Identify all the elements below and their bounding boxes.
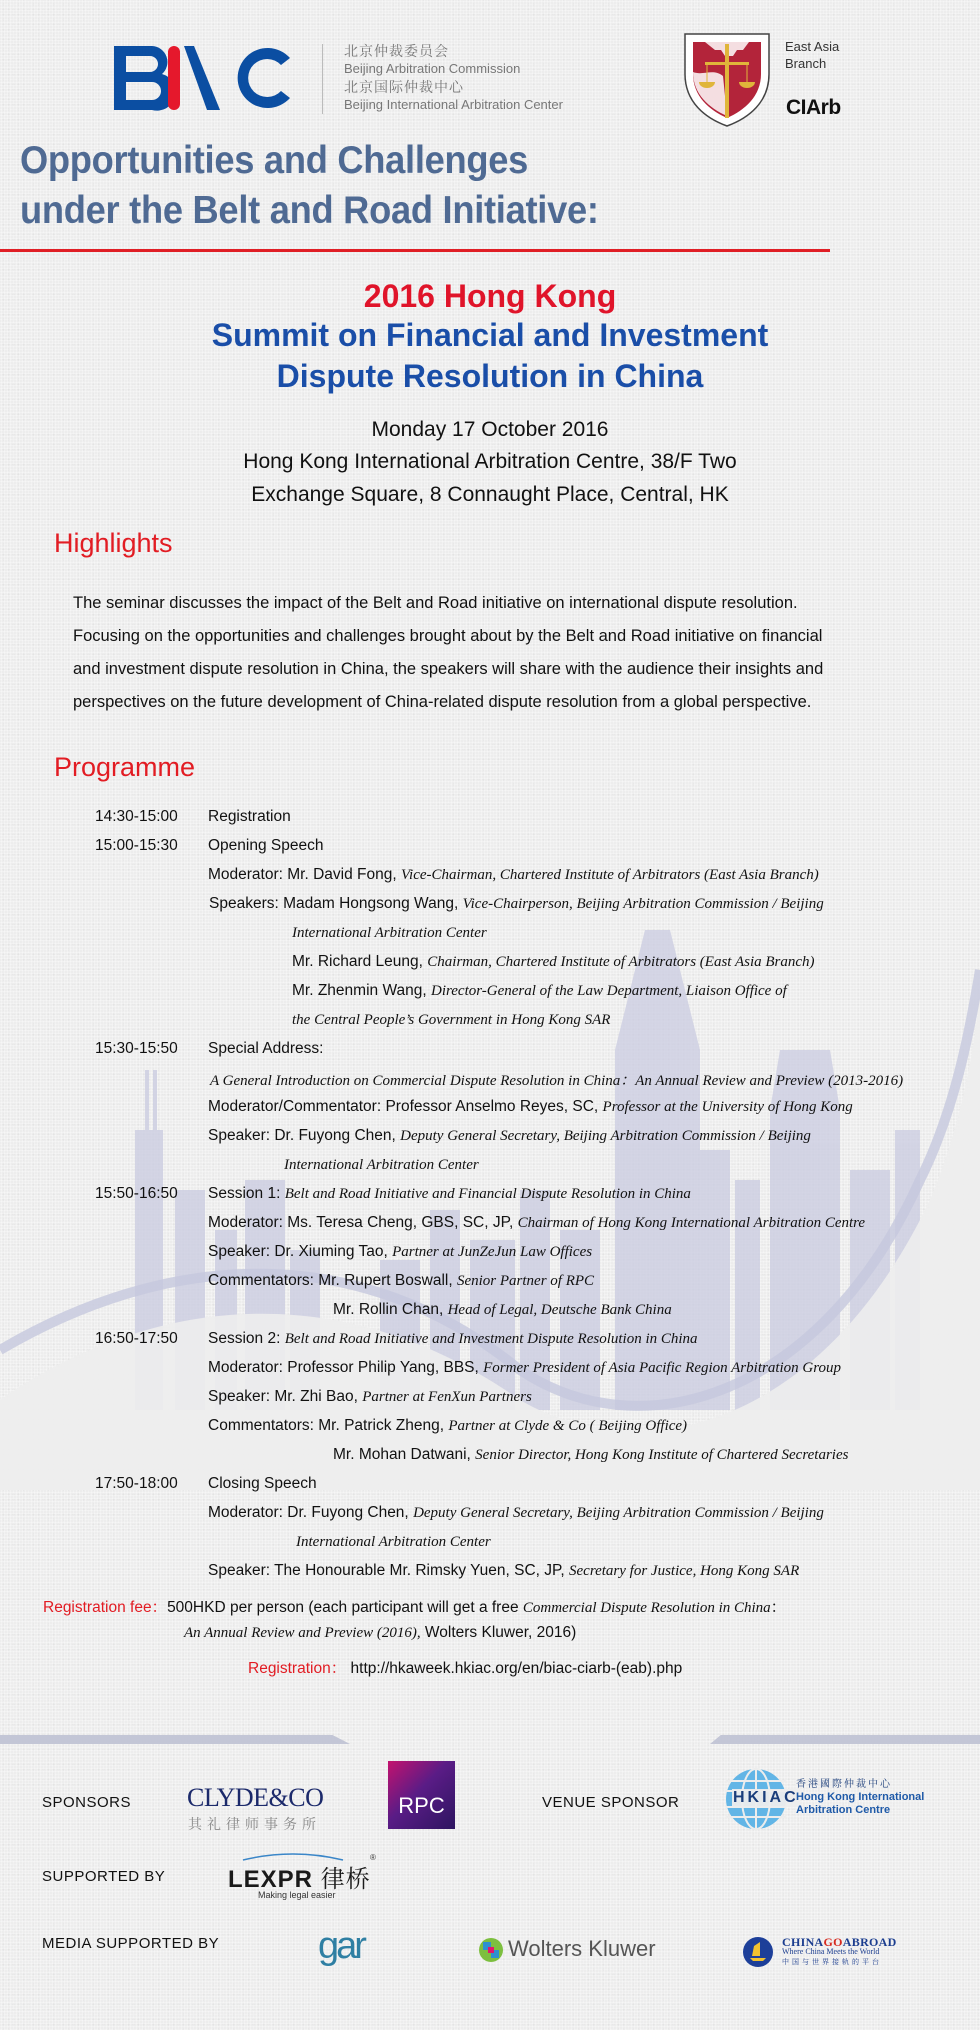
participant-name: Moderator: Mr. David Fong, (208, 866, 397, 883)
session-title: Closing Speech (208, 1475, 317, 1492)
participant-name: Mr. Richard Leung, (292, 953, 423, 970)
biac-logo (110, 40, 310, 116)
cga-title-b: GO (823, 1935, 843, 1949)
programme-row (208, 1388, 532, 1406)
registration-fee-text: 500HKD per person (each participant will get a free (167, 1599, 523, 1616)
programme-row (208, 1214, 865, 1232)
biac-name-en-1: Beijing Arbitration Commission (344, 61, 521, 76)
address-title: A General Introduction on Commercial Dispute Resolution in China：An Annual Review and Preview (2013-2016) (210, 1073, 904, 1089)
wolters-kluwer-logo: Wolters Kluwer (508, 1936, 656, 1961)
biac-name-cn-2: 北京国际仲裁中心 (344, 79, 464, 95)
participant-role: International Arbitration Center (292, 925, 487, 941)
cga-title-c: ABROAD (842, 1935, 897, 1949)
registration-url-link[interactable]: http://hkaweek.hkiac.org/en/biac-ciarb-(eab).php (350, 1660, 683, 1677)
gar-logo: gar (318, 1925, 364, 1967)
programme-row (292, 953, 815, 971)
participant-role: Former President of Asia Pacific Region Arbitration Group (483, 1360, 842, 1376)
programme-row (208, 1417, 687, 1435)
session-time: 15:50-16:50 (95, 1185, 178, 1202)
registration-link-row (248, 1656, 682, 1678)
participant-role: Director-General of the Law Department, Liaison Office of (430, 983, 787, 999)
session-time: 17:50-18:00 (95, 1475, 178, 1492)
summit-title-year: 2016 Hong Kong (363, 278, 617, 314)
ciarb-branch-line-2: Branch (785, 56, 827, 71)
session-title: Opening Speech (208, 837, 324, 854)
lexpr-logo-text: LEXPR (228, 1866, 314, 1893)
session-time: 14:30-15:00 (95, 808, 178, 825)
supported-by-label: SUPPORTED BY (42, 1868, 166, 1885)
clyde-co-cn-name: 其礼律师事务所 (188, 1818, 321, 1833)
programme-row (208, 1272, 594, 1290)
summit-title-line-2: Summit on Financial and Investment (211, 317, 769, 353)
highlights-line: Focusing on the opportunities and challenges brought about by the Belt and Road initiative on financial (73, 627, 823, 645)
hkiac-name-en-1: Hong Kong International (796, 1791, 925, 1803)
programme-row (296, 1533, 491, 1551)
programme-heading: Programme (54, 752, 196, 782)
registration-fee-label: Registration fee： (43, 1599, 168, 1616)
lexpr-registered-mark: ® (370, 1853, 376, 1862)
registration-label: Registration： (248, 1660, 347, 1677)
hkiac-abbr: HKIAC (733, 1789, 799, 1806)
ciarb-branch-line-1: East Asia (785, 39, 840, 54)
participant-role: International Arbitration Center (296, 1534, 491, 1550)
participant-role: Chairman, Chartered Institute of Arbitrators (East Asia Branch) (427, 954, 815, 970)
participant-name: Mr. Mohan Datwani, (333, 1446, 471, 1463)
programme-row (292, 1011, 610, 1029)
biac-name-en-2: Beijing International Arbitration Center (344, 97, 563, 112)
biac-names (344, 42, 563, 114)
cga-subtitle-cn: 中国与世界接轨的平台 (782, 1958, 882, 1966)
cga-subtitle: Where China Meets the World (782, 1947, 880, 1956)
title-divider (0, 249, 830, 252)
session-topic: Belt and Road Initiative and Investment Dispute Resolution in China (284, 1331, 698, 1347)
highlights-heading: Highlights (54, 528, 173, 558)
china-go-abroad-icon (742, 1936, 774, 1968)
lexpr-tagline: Making legal easier (258, 1890, 336, 1900)
media-supported-label: MEDIA SUPPORTED BY (42, 1935, 220, 1952)
programme-row (210, 1069, 903, 1090)
highlights-line: The seminar discusses the impact of the Belt and Road initiative on international dispute resolution. (73, 594, 798, 612)
highlights-line: and investment dispute resolution in China, the speakers will share with the audience their insights and (73, 660, 824, 678)
china-go-abroad-logo (782, 1937, 897, 1967)
participant-role: Vice-Chairperson, Beijing Arbitration Commission / Beijing (462, 896, 824, 912)
programme-row (292, 982, 787, 1000)
registration-fee-publisher: Wolters Kluwer, 2016) (420, 1624, 577, 1641)
participant-role: Senior Partner of RPC (456, 1273, 595, 1289)
wolters-kluwer-icon (478, 1937, 504, 1963)
participant-name: Speakers: Madam Hongsong Wang, (209, 895, 459, 912)
participant-role: Vice-Chairman, Chartered Institute of Arbitrators (East Asia Branch) (400, 867, 819, 883)
clyde-co-logo: CLYDE&CO (187, 1783, 324, 1812)
participant-name: Moderator: Ms. Teresa Cheng, GBS, SC, JP, (208, 1214, 514, 1231)
lexpr-logo (228, 1859, 371, 1894)
session-title: Session 2: (208, 1330, 281, 1347)
session-topic: Belt and Road Initiative and Financial Dispute Resolution in China (284, 1186, 691, 1202)
programme-row (333, 1301, 672, 1319)
biac-divider (322, 44, 323, 114)
participant-name: Mr. Rollin Chan, (333, 1301, 444, 1318)
venue-sponsor-label: VENUE SPONSOR (542, 1794, 680, 1811)
hkiac-name-en-2: Arbitration Centre (796, 1804, 891, 1816)
participant-name: Moderator/Commentator: Professor Anselmo Reyes, SC, (208, 1098, 599, 1115)
lexpr-logo-cn: 律桥 (320, 1866, 371, 1893)
session-title: Special Address: (208, 1040, 324, 1057)
participant-role: International Arbitration Center (284, 1157, 479, 1173)
participant-name: Speaker: The Honourable Mr. Rimsky Yuen, SC, JP, (208, 1562, 565, 1579)
rpc-logo (388, 1761, 455, 1829)
participant-role: the Central People’s Government in Hong Kong SAR (292, 1012, 611, 1028)
sponsors-label: SPONSORS (42, 1794, 132, 1811)
summit-title-line-3: Dispute Resolution in China (276, 358, 704, 394)
event-venue-line-2: Exchange Square, 8 Connaught Place, Central, HK (251, 483, 729, 506)
sponsor-band-right (710, 1735, 980, 1744)
participant-name: Mr. Zhenmin Wang, (292, 982, 427, 999)
sponsor-band-left (0, 1735, 350, 1744)
participant-name: Speaker: Dr. Fuyong Chen, (208, 1127, 396, 1144)
participant-name: Commentators: Mr. Rupert Boswall, (208, 1272, 453, 1289)
rpc-logo-text: RPC (398, 1793, 445, 1818)
session-time: 15:30-15:50 (95, 1040, 178, 1057)
programme-row (208, 1562, 799, 1580)
cga-title-a: CHINA (782, 1935, 824, 1949)
participant-role: Partner at FenXun Partners (362, 1389, 532, 1405)
session-title: Registration (208, 808, 291, 825)
ciarb-shield-logo (683, 32, 771, 128)
main-title (20, 136, 599, 236)
programme-row (208, 1127, 811, 1145)
registration-fee-book: Commercial Dispute Resolution in China (522, 1600, 771, 1616)
highlights-text (73, 587, 933, 719)
programme-row (208, 1359, 841, 1377)
event-date: Monday 17 October 2016 (371, 418, 609, 441)
session-time: 15:00-15:30 (95, 837, 178, 854)
main-title-line-2: under the Belt and Road Initiative: (20, 189, 599, 232)
highlights-line: perspectives on the future development of China-related dispute resolution from a global perspective. (73, 693, 812, 711)
programme-row (333, 1446, 848, 1464)
ciarb-name: CIArb (786, 96, 841, 119)
event-venue-line-1: Hong Kong International Arbitration Centre, 38/F Two (243, 450, 737, 473)
registration-fee-line-2 (184, 1624, 576, 1642)
participant-role: Senior Director, Hong Kong Institute of Chartered Secretaries (475, 1447, 849, 1463)
programme-row (209, 895, 824, 913)
participant-name: Moderator: Dr. Fuyong Chen, (208, 1504, 409, 1521)
main-title-line-1: Opportunities and Challenges (20, 139, 529, 182)
programme-row (208, 1504, 824, 1522)
participant-role: Deputy General Secretary, Beijing Arbitration Commission / Beijing (413, 1505, 824, 1521)
hkiac-name-cn: 香港國際仲裁中心 (796, 1779, 892, 1790)
programme-row (284, 1156, 479, 1174)
participant-name: Speaker: Mr. Zhi Bao, (208, 1388, 358, 1405)
biac-name-cn-1: 北京仲裁委员会 (344, 43, 449, 59)
session-title: Session 1: (208, 1185, 281, 1202)
participant-role: Deputy General Secretary, Beijing Arbitration Commission / Beijing (400, 1128, 811, 1144)
registration-fee (43, 1595, 786, 1617)
participant-role: Partner at Clyde & Co ( Beijing Office) (448, 1418, 688, 1434)
participant-role: Secretary for Justice, Hong Kong SAR (569, 1563, 800, 1579)
programme-row (208, 1243, 592, 1261)
participant-role: Professor at the University of Hong Kong (602, 1099, 853, 1115)
participant-name: Speaker: Dr. Xiuming Tao, (208, 1243, 388, 1260)
participant-name: Moderator: Professor Philip Yang, BBS, (208, 1359, 479, 1376)
registration-fee-colon: ： (770, 1599, 787, 1616)
session-time: 16:50-17:50 (95, 1330, 178, 1347)
programme-row (292, 924, 487, 942)
participant-role: Chairman of Hong Kong International Arbitration Centre (517, 1215, 866, 1231)
ciarb-branch (785, 38, 839, 72)
registration-fee-book-subtitle: An Annual Review and Preview (2016), (184, 1625, 421, 1641)
participant-role: Head of Legal, Deutsche Bank China (447, 1302, 672, 1318)
programme-row (208, 866, 819, 884)
participant-name: Commentators: Mr. Patrick Zheng, (208, 1417, 445, 1434)
hkiac-name (796, 1778, 924, 1817)
programme-row (208, 1098, 853, 1116)
participant-role: Partner at JunZeJun Law Offices (392, 1244, 593, 1260)
